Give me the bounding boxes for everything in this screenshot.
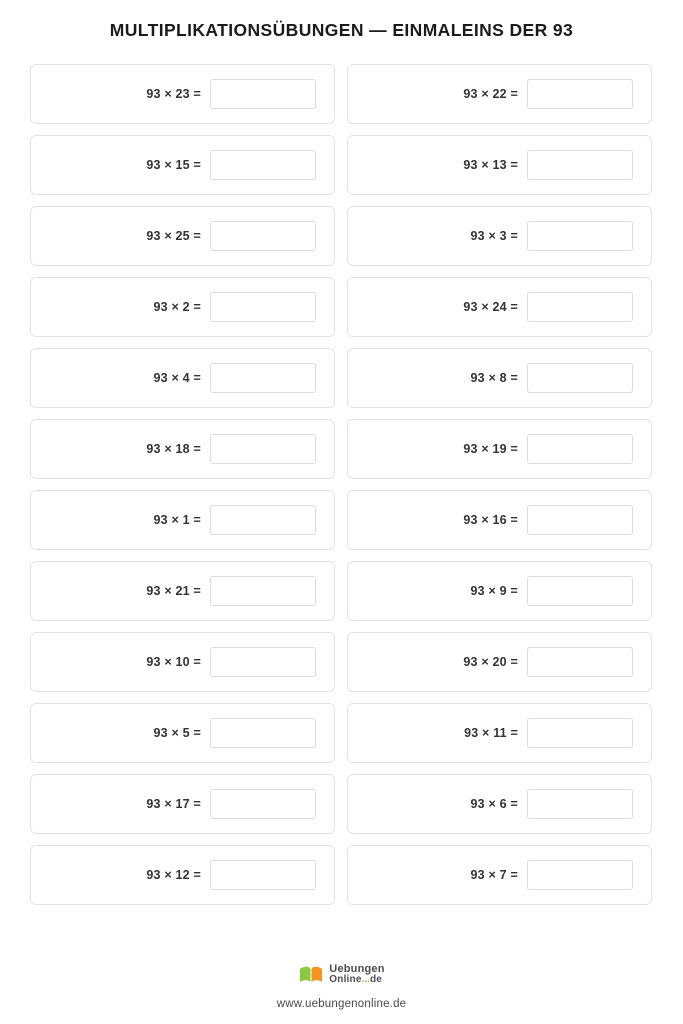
exercise-expression: 93 × 16 = (463, 513, 518, 528)
answer-input[interactable] (210, 718, 316, 748)
exercise-card (347, 561, 652, 621)
logo-tld: de (369, 974, 383, 985)
exercise-card (30, 277, 335, 337)
exercise-card (347, 135, 652, 195)
logo-line-2 (329, 975, 384, 985)
exercise-card (347, 419, 652, 479)
logo-text (329, 964, 384, 985)
exercise-card (347, 703, 652, 763)
answer-input[interactable] (527, 221, 633, 251)
logo-line-1: Uebungen (329, 963, 385, 975)
answer-input[interactable] (210, 363, 316, 393)
answer-input[interactable] (210, 79, 316, 109)
answer-input[interactable] (527, 576, 633, 606)
answer-input[interactable] (527, 789, 633, 819)
answer-input[interactable] (527, 434, 633, 464)
exercise-card (347, 277, 652, 337)
exercise-expression: 93 × 11 = (464, 726, 518, 741)
answer-input[interactable] (527, 718, 633, 748)
logo-online-text: Online (329, 974, 362, 985)
answer-input[interactable] (527, 860, 633, 890)
exercise-card (30, 64, 335, 124)
exercise-card (30, 419, 335, 479)
answer-input[interactable] (527, 150, 633, 180)
exercise-card (30, 206, 335, 266)
exercise-card (347, 348, 652, 408)
page-footer (0, 964, 683, 1010)
answer-input[interactable] (210, 292, 316, 322)
exercise-card (347, 64, 652, 124)
exercise-card (347, 206, 652, 266)
answer-input[interactable] (210, 789, 316, 819)
exercise-expression: 93 × 22 = (463, 87, 518, 102)
exercise-card (30, 135, 335, 195)
exercise-expression: 93 × 1 = (153, 513, 201, 528)
answer-input[interactable] (210, 221, 316, 251)
exercise-card (30, 490, 335, 550)
exercise-expression: 93 × 17 = (146, 797, 201, 812)
answer-input[interactable] (210, 647, 316, 677)
exercise-card (347, 632, 652, 692)
answer-input[interactable] (527, 647, 633, 677)
exercise-expression: 93 × 5 = (153, 726, 201, 741)
exercise-card (30, 703, 335, 763)
answer-input[interactable] (527, 505, 633, 535)
exercise-expression: 93 × 24 = (463, 300, 518, 315)
exercise-expression: 93 × 15 = (146, 158, 201, 173)
exercise-expression: 93 × 7 = (470, 868, 518, 883)
exercise-expression: 93 × 9 = (470, 584, 518, 599)
exercise-card (30, 561, 335, 621)
exercise-card (30, 348, 335, 408)
exercise-expression: 93 × 10 = (146, 655, 201, 670)
page-title: MULTIPLIKATIONSÜBUNGEN — EINMALEINS DER 93 (109, 20, 574, 40)
site-url: www.uebungenonline.de (276, 998, 407, 1010)
exercise-card (30, 632, 335, 692)
answer-input[interactable] (210, 505, 316, 535)
logo-dots: ... (361, 974, 370, 985)
exercise-expression: 93 × 12 = (146, 868, 201, 883)
answer-input[interactable] (527, 292, 633, 322)
book-icon (298, 965, 324, 984)
exercise-expression: 93 × 21 = (146, 584, 201, 599)
exercise-expression: 93 × 25 = (146, 229, 201, 244)
exercise-expression: 93 × 3 = (470, 229, 518, 244)
answer-input[interactable] (210, 434, 316, 464)
exercise-expression: 93 × 6 = (470, 797, 518, 812)
exercise-expression: 93 × 8 = (470, 371, 518, 386)
answer-input[interactable] (527, 79, 633, 109)
answer-input[interactable] (527, 363, 633, 393)
exercise-expression: 93 × 19 = (463, 442, 518, 457)
site-logo (298, 964, 384, 985)
answer-input[interactable] (210, 860, 316, 890)
exercise-expression: 93 × 23 = (146, 87, 201, 102)
exercise-card (30, 845, 335, 905)
exercise-card (347, 845, 652, 905)
exercise-card (347, 774, 652, 834)
exercise-expression: 93 × 4 = (153, 371, 201, 386)
exercise-card (347, 490, 652, 550)
exercise-expression: 93 × 13 = (463, 158, 518, 173)
exercise-expression: 93 × 2 = (153, 300, 201, 315)
answer-input[interactable] (210, 150, 316, 180)
exercise-card (30, 774, 335, 834)
exercise-expression: 93 × 18 = (146, 442, 201, 457)
exercise-grid (0, 64, 683, 905)
answer-input[interactable] (210, 576, 316, 606)
exercise-expression: 93 × 20 = (463, 655, 518, 670)
